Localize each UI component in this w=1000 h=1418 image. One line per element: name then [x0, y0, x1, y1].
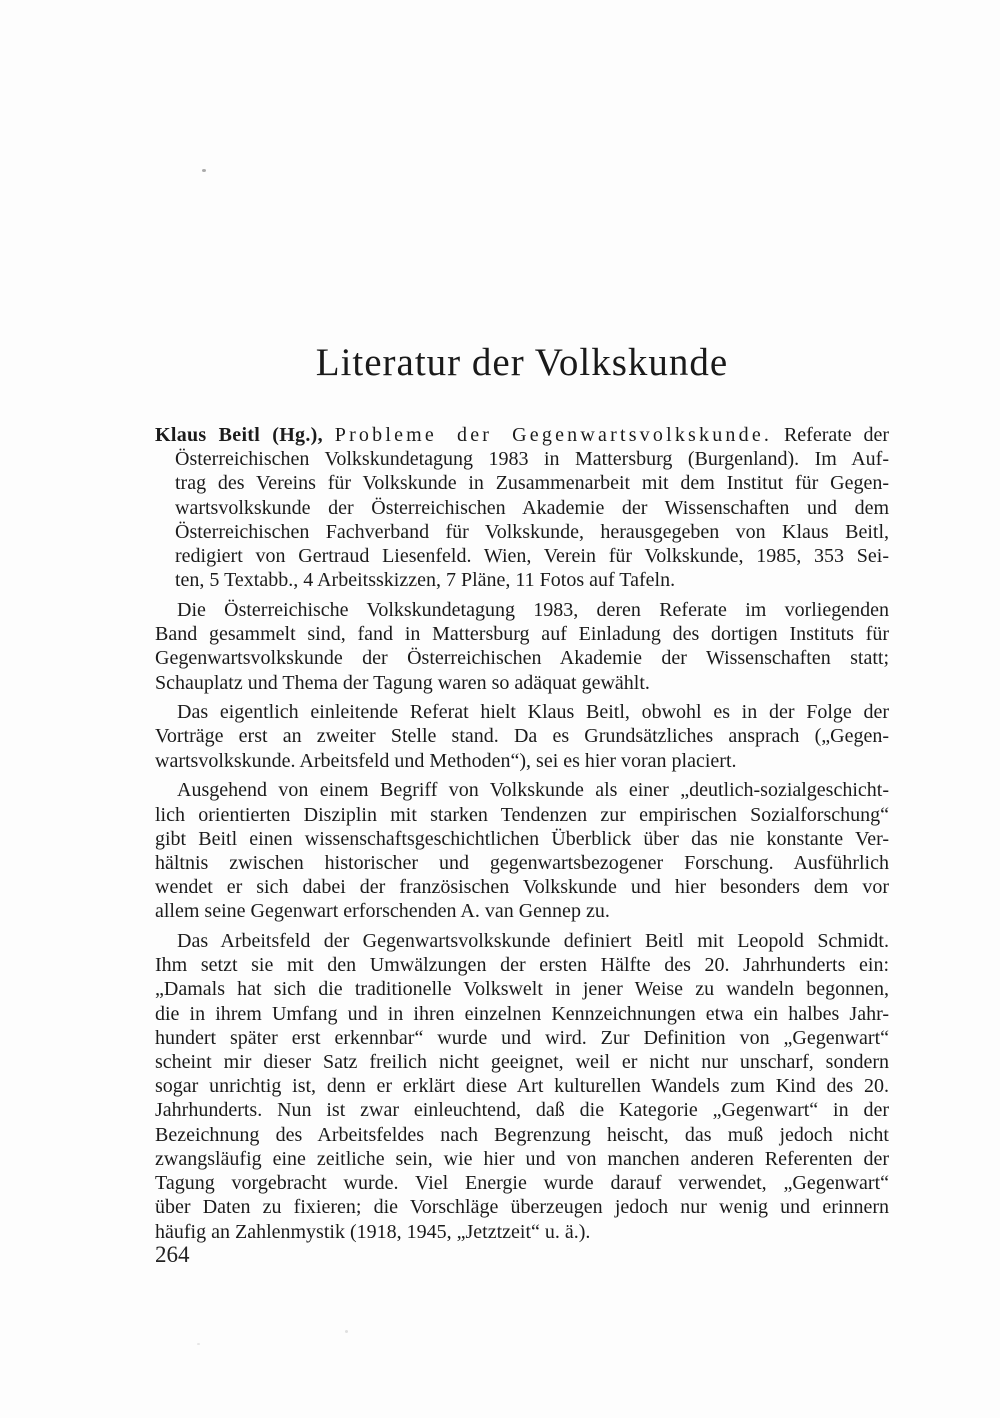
text-line: zwangsläufig eine zeitliche sein, wie hier und von manchen anderen Referenten der: [155, 1147, 889, 1170]
page-title: Literatur der Volkskunde: [315, 341, 729, 384]
text-line: redigiert von Gertraud Liesenfeld. Wien, Verein für Volkskunde, 1985, 353 Sei-: [175, 545, 889, 568]
text-line: Österreichischen Fachverband für Volkskunde, herausgegeben von Klaus Beitl,: [175, 520, 889, 543]
scan-speck: [345, 1330, 348, 1333]
text-line: über Daten zu fixieren; die Vorschläge überzeugen jedoch nur wenig und erinnern: [155, 1196, 889, 1219]
scan-speck: [202, 169, 206, 172]
text-block: [155, 423, 889, 1244]
text-line: Die Österreichische Volkskundetagung 1983, deren Referate im vorliegenden: [177, 598, 889, 621]
text-line: häufig an Zahlenmystik (1918, 1945, „Jetztzeit“ u. ä.).: [155, 1220, 591, 1243]
text-line: allem seine Gegenwart erforschenden A. van Gennep zu.: [155, 900, 610, 923]
text-line: Gegenwartsvolkskunde der Österreichischen Akademie der Wissenschaften statt;: [155, 647, 889, 670]
paragraph: [155, 598, 889, 695]
text-line: scheint mir dieser Satz freilich nicht geeignet, weil er nicht nur unscharf, sondern: [155, 1051, 889, 1074]
bibliography-author: Klaus Beitl (Hg.),: [155, 424, 323, 446]
text-line: Ausgehend von einem Begriff von Volkskunde als einer „deutlich-sozialgeschicht-: [177, 779, 889, 802]
text-line: hältnis zwischen historischer und gegenwartsbezogener Forschung. Ausführlich: [155, 851, 889, 874]
paragraph: [155, 778, 889, 923]
text-line: Bezeichnung des Arbeitsfeldes nach Begrenzung heischt, das muß jedoch nicht: [155, 1123, 889, 1146]
text-line: die in ihrem Umfang und in ihren einzelnen Kennzeichnungen etwa ein halbes Jahr-: [155, 1002, 889, 1025]
bibliography-continuation: [155, 447, 889, 592]
paragraph: [155, 700, 889, 773]
bibliography-first-line: [155, 423, 889, 447]
text-line: Österreichischen Volkskundetagung 1983 in Mattersburg (Burgenland). Im Auf-: [175, 448, 889, 471]
text-line: gibt Beitl einen wissenschaftsgeschichtlichen Überblick über das nie konstante Ver-: [155, 827, 889, 850]
text-line: Das Arbeitsfeld der Gegenwartsvolkskunde definiert Beitl mit Leopold Schmidt.: [177, 930, 889, 953]
text-line: Das eigentlich einleitende Referat hielt Klaus Beitl, obwohl es in der Folge der: [177, 701, 889, 724]
text-line: trag des Vereins für Volkskunde in Zusammenarbeit mit dem Institut für Gegen-: [175, 472, 889, 495]
text-line: wartsvolkskunde der Österreichischen Akademie der Wissenschaften und dem: [175, 496, 889, 519]
bibliography-first-line-rest: Referate der: [783, 424, 890, 446]
text-line: Ihm setzt sie mit den Umwälzungen der ersten Hälfte des 20. Jahrhunderts ein:: [155, 954, 889, 977]
text-line: Vorträge erst an zweiter Stelle stand. Da es Grundsätzliches ansprach („Gegen-: [155, 725, 889, 748]
text-line: wendet er sich dabei der französischen Volkskunde und hier besonders dem vor: [155, 876, 889, 899]
page-number: 264: [155, 1242, 190, 1267]
scan-speck: [197, 1343, 200, 1345]
text-line: Tagung vorgebracht wurde. Viel Energie wurde darauf verwendet, „Gegenwart“: [155, 1172, 889, 1195]
text-line: ten, 5 Textabb., 4 Arbeitsskizzen, 7 Pläne, 11 Fotos auf Tafeln.: [175, 569, 676, 592]
text-line: Jahrhunderts. Nun ist zwar einleuchtend, daß die Kategorie „Gegenwart“ in der: [155, 1099, 889, 1122]
bibliography-work-title: Probleme der Gegenwartsvolkskunde.: [334, 424, 773, 446]
text-line: wartsvolkskunde. Arbeitsfeld und Methoden“), sei es hier voran placiert.: [155, 749, 737, 772]
text-line: Schauplatz und Thema der Tagung waren so adäquat gewählt.: [155, 671, 650, 694]
text-line: hundert später erst erkennbar“ wurde und wird. Zur Definition von „Gegenwart“: [155, 1026, 889, 1049]
paragraph: [155, 929, 889, 1244]
text-line: sogar unrichtig ist, denn er erklärt diese Art kulturellen Wandels zum Kind des 20.: [155, 1075, 889, 1098]
bibliography-entry: [155, 423, 889, 592]
text-line: „Damals hat sich die traditionelle Volkswelt in jener Weise zu wandeln begonnen,: [155, 978, 889, 1001]
text-line: Band gesammelt sind, fand in Mattersburg auf Einladung des dortigen Instituts für: [155, 623, 889, 646]
text-line: lich orientierten Disziplin mit starken Tendenzen zur empirischen Sozialforschung“: [155, 803, 889, 826]
